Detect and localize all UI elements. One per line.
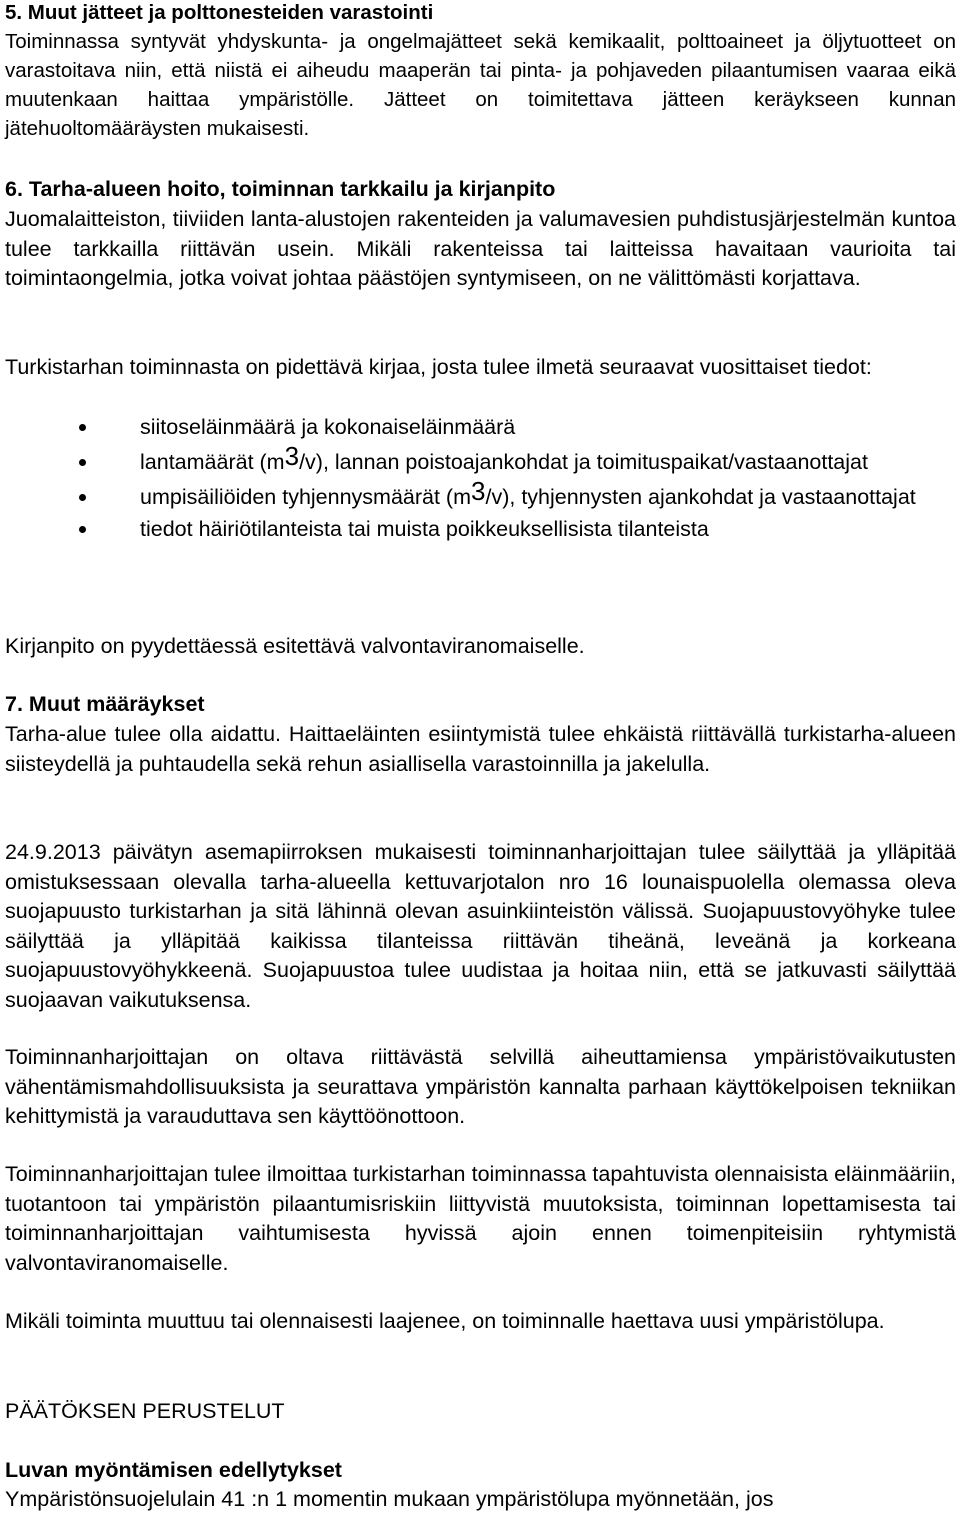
section-6-body: Juomalaitteiston, tiiviiden lanta-alustojen rakenteiden ja valumavesien puhdistusjärjestelmän kuntoa tulee tarkkailla riittävän usein. Mikäli rakenteissa tai laitteissa havaitaan vaurioita tai toimintaongelmia, jotka voivat johtaa päästöjen syntymiseen, on ne välittömästi korjattava. xyxy=(5,207,956,290)
section-7-para-1: Tarha-alue tulee olla aidattu. Haittaeläinten esiintymistä tulee ehkäistä riittävällä turkistarha-alueen siisteydellä ja puhtaudella sekä rehun asiallisella varastoinnilla ja jakelulla. xyxy=(5,722,956,776)
list-item: umpisäiliöiden tyhjennysmäärät (m3/v), tyhjennysten ajankohdat ja vastaanottajat xyxy=(0,482,956,512)
bullet-icon xyxy=(79,459,86,466)
section-7-para-4: Toiminnanharjoittajan tulee ilmoittaa turkistarhan toiminnassa tapahtuvista olennaisista eläinmääriin, tuotantoon tai ympäristön pilaantumisriskiin liittyvistä muutoksista, toiminnan lopettamisesta tai toiminnanharjoittajan vaihtumisesta hyvissä ajoin ennen toimenpiteisiin ryhtymistä valvontaviranomaiselle. xyxy=(5,1162,956,1275)
decision-heading: PÄÄTÖKSEN PERUSTELUT xyxy=(5,1399,285,1423)
records-list xyxy=(0,412,956,544)
decision-subheading: Luvan myöntämisen edellytykset xyxy=(5,1458,342,1482)
decision-body: Ympäristönsuojelulain 41 :n 1 momentin mukaan ympäristölupa myönnetään, jos xyxy=(5,1487,774,1511)
bullet-icon xyxy=(79,526,86,533)
bullet-icon xyxy=(79,424,86,431)
list-item: siitoseläinmäärä ja kokonaiseläinmäärä xyxy=(0,412,956,442)
list-item: lantamäärät (m3/v), lannan poistoajankohdat ja toimituspaikat/vastaanottajat xyxy=(0,447,956,477)
section-7-heading: 7. Muut määräykset xyxy=(5,692,205,716)
section-5-heading: 5. Muut jätteet ja polttonesteiden varastointi xyxy=(5,1,434,24)
section-6-heading: 6. Tarha-alueen hoito, toiminnan tarkkailu ja kirjanpito xyxy=(5,177,556,201)
section-7-para-2: 24.9.2013 päivätyn asemapiirroksen mukaisesti toiminnanharjoittajan tulee säilyttää ja ylläpitää omistuksessaan olevalla tarha-alueella kettuvarjotalon nro 16 lounaispuolella olemassa oleva suojapuusto turkistarhan ja sitä lähinnä olevan asuinkiinteistön välissä. Suojapuustovyöhyke tulee säilyttää ja ylläpitää kaikissa tilanteissa riittävän tiheänä, leveänä ja korkeana suojapuustovyöhykkeenä. Suojapuustoa tulee uudistaa ja hoitaa niin, että se jatkuvasti säilyttää suojaavan vaikutuksensa. xyxy=(5,840,956,1012)
list-item: tiedot häiriötilanteista tai muista poikkeuksellisista tilanteista xyxy=(0,514,956,544)
section-7-para-5: Mikäli toiminta muuttuu tai olennaisesti laajenee, on toiminnalle haettava uusi ympäristölupa. xyxy=(5,1309,885,1333)
section-5-body: Toiminnassa syntyvät yhdyskunta- ja ongelmajätteet sekä kemikaalit, polttoaineet ja öljytuotteet on varastoitava niin, että niistä ei aiheudu maaperän tai pinta- ja pohjaveden pilaantumisen vaaraa eikä muutenkaan haittaa ympäristölle. Jätteet on toimitettava jätteen keräykseen kunnan jätehuoltomääräysten mukaisesti. xyxy=(5,30,956,140)
section-7-para-3: Toiminnanharjoittajan on oltava riittävästä selvillä aiheuttamiensa ympäristövaikutusten vähentämismahdollisuuksista ja seurattava ympäristön kannalta parhaan käyttökelpoisen tekniikan kehittymistä ja varauduttava sen käyttöönottoon. xyxy=(5,1045,956,1128)
bullet-icon xyxy=(79,494,86,501)
records-closing: Kirjanpito on pyydettäessä esitettävä valvontaviranomaiselle. xyxy=(5,634,585,658)
records-intro: Turkistarhan toiminnasta on pidettävä kirjaa, josta tulee ilmetä seuraavat vuosittaiset tiedot: xyxy=(5,355,872,379)
